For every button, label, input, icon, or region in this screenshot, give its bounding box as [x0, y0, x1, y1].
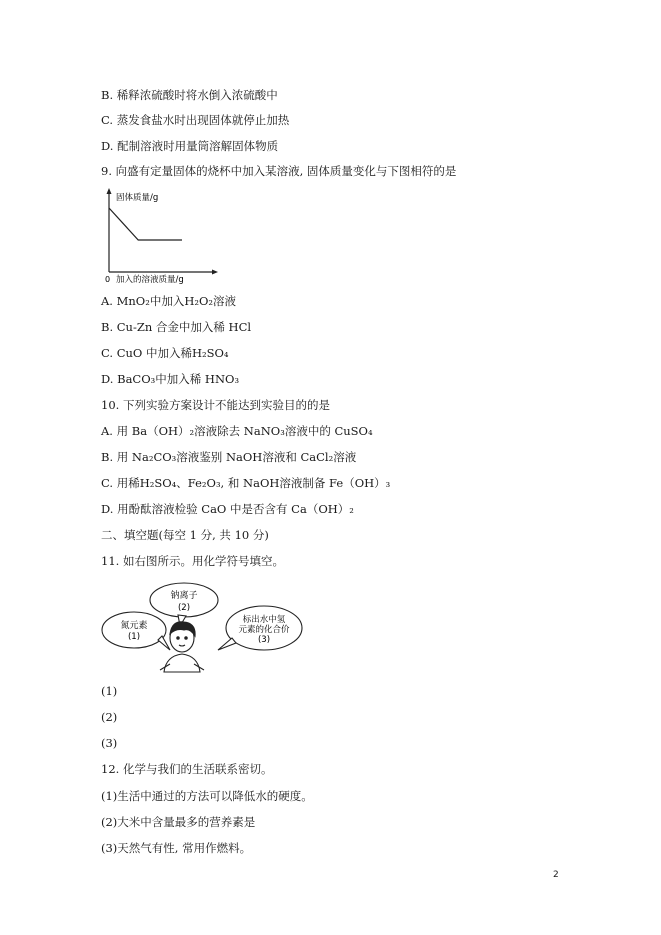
mass-curve	[109, 208, 182, 240]
section-heading: 二、填空题(每空 1 分, 共 10 分)	[101, 528, 269, 542]
option-10a: A. 用 Ba（OH）₂溶液除去 NaNO₃溶液中的 CuSO₄	[101, 424, 373, 438]
option-9d: D. BaCO₃中加入稀 HNO₃	[101, 372, 240, 386]
question-10: 10. 下列实验方案设计不能达到实验目的的是	[101, 398, 330, 412]
bubble-left-text2: (1)	[127, 632, 141, 642]
y-axis-arrow	[107, 188, 112, 194]
bubble-right-tail	[218, 638, 236, 650]
option-8c: C. 蒸发食盐水时出现固体就停止加热	[101, 113, 290, 127]
answer-11-1: (1)	[101, 684, 118, 698]
answer-11-3: (3)	[101, 736, 118, 750]
bubble-left-tail	[158, 636, 170, 650]
answer-11-2: (2)	[101, 710, 118, 724]
y-axis-label: 固体质量/g	[116, 193, 159, 203]
option-10c: C. 用稀H₂SO₄、Fe₂O₃, 和 NaOH溶液制备 Fe（OH）₃	[101, 476, 391, 490]
page-number: 2	[553, 870, 559, 880]
option-10b: B. 用 Na₂CO₃溶液鉴别 NaOH溶液和 CaCl₂溶液	[101, 450, 357, 464]
option-8d: D. 配制溶液时用量筒溶解固体物质	[101, 139, 279, 153]
mass-graph	[100, 186, 220, 284]
bubble-top-text1: 钠离子	[170, 591, 198, 601]
option-9c: C. CuO 中加入稀H₂SO₄	[101, 346, 229, 360]
question-9: 9. 向盛有定量固体的烧杯中加入某溶液, 固体质量变化与下图相符的是	[101, 164, 457, 178]
bubble-right-text2: 元素的化合价	[238, 625, 290, 635]
x-axis-label: 加入的溶液质量/g	[116, 275, 184, 284]
speech-illustration	[100, 578, 310, 676]
question-12-1: (1)生活中通过的方法可以降低水的硬度。	[101, 789, 313, 803]
bubble-left-text1: 氮元素	[120, 621, 148, 631]
origin-label: 0	[105, 275, 111, 284]
question-12: 12. 化学与我们的生活联系密切。	[101, 762, 273, 776]
bubble-top-text2: (2)	[177, 603, 191, 613]
question-11: 11. 如右图所示。用化学符号填空。	[101, 554, 284, 568]
bubble-right-text1: 标出水中氢	[242, 615, 286, 625]
option-8b: B. 稀释浓硫酸时将水倒入浓硫酸中	[101, 88, 278, 102]
bubble-right-text3: (3)	[257, 635, 271, 645]
question-12-3: (3)天然气有性, 常用作燃料。	[101, 841, 252, 855]
question-12-2: (2)大米中含量最多的营养素是	[101, 815, 256, 829]
option-10d: D. 用酚酞溶液检验 CaO 中是否含有 Ca（OH）₂	[101, 502, 354, 516]
option-9b: B. Cu-Zn 合金中加入稀 HCl	[101, 320, 252, 334]
option-9a: A. MnO₂中加入H₂O₂溶液	[101, 294, 237, 308]
x-axis-arrow	[212, 270, 218, 275]
